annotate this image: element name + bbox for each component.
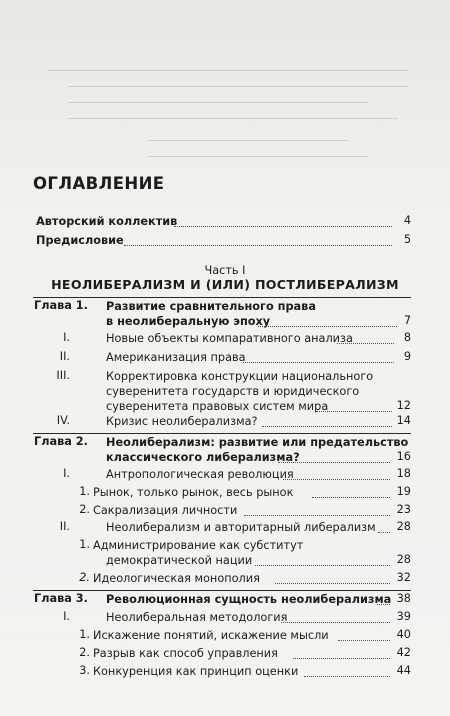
leader-dots (283, 479, 390, 480)
leader-dots (174, 226, 392, 227)
subsection-title: Конкуренция как принцип оценки (93, 665, 299, 678)
front-page-preface: 5 (403, 233, 411, 246)
leader-dots (278, 462, 390, 463)
subsection-title: Идеологическая монополия (93, 572, 260, 585)
leader-dots (258, 326, 397, 327)
chapter-page: 7 (403, 314, 411, 327)
section-page: 40 (396, 628, 411, 641)
leader-dots (281, 622, 390, 623)
subsection-title: Разрыв как способ управления (93, 647, 278, 660)
section-page: 9 (403, 350, 411, 363)
section-page: 28 (396, 553, 411, 566)
section-page: 8 (403, 331, 411, 344)
subsection-title: Сакрализация личности (93, 504, 238, 517)
subsection-number: 1. (79, 628, 90, 641)
section-title: Неолиберальная методология (106, 611, 288, 624)
section-number: I. (63, 610, 70, 623)
section-title-line: Корректировка конструкции национального (106, 370, 374, 383)
section-title-line: суверенитета государств и юридического (106, 385, 360, 398)
section-page: 39 (396, 610, 411, 623)
chapter-title-line: Революционная сущность неолиберализма (106, 593, 392, 606)
section-title: Американизация права (106, 351, 246, 364)
chapter-divider (33, 433, 411, 434)
section-title-line: суверенитета правовых систем мира (106, 400, 329, 413)
chapter-title-line: классического либерализма? (106, 451, 300, 464)
chapter-title-line: в неолиберальную эпоху (106, 315, 271, 328)
front-entry-authors: Авторский коллектив (36, 215, 178, 228)
leader-dots (275, 583, 390, 584)
leader-dots (243, 362, 394, 363)
chapter-divider (33, 590, 411, 591)
leader-dots (312, 497, 390, 498)
chapter-title-line: Неолиберализм: развитие или предательство (106, 436, 409, 449)
section-number: II. (59, 520, 70, 533)
bleed-through-decoration (28, 0, 432, 170)
chapter-label: Глава 3. (34, 592, 88, 605)
leader-dots (124, 245, 392, 246)
section-page: 14 (396, 414, 411, 427)
front-entry-preface: Предисловие (36, 234, 124, 247)
section-title: Кризис неолиберализма? (106, 415, 258, 428)
leader-dots (262, 426, 392, 427)
toc-title: ОГЛАВЛЕНИЕ (33, 174, 165, 193)
chapter-page: 16 (396, 450, 411, 463)
section-title: Неолиберализм и авторитарный либерализм (106, 521, 376, 534)
section-page: 12 (396, 399, 411, 412)
chapter-title-line: Развитие сравнительного права (106, 300, 316, 313)
section-page: 23 (396, 503, 411, 516)
section-title: Антропологическая революция (106, 468, 294, 481)
subsection-title-line: Администрирование как субститут (93, 539, 304, 552)
section-number: IV. (56, 414, 70, 427)
leader-dots (255, 565, 390, 566)
subsection-number: 2. (79, 571, 90, 584)
section-number: I. (63, 331, 70, 344)
front-page-authors: 4 (403, 214, 411, 227)
section-number: II. (59, 350, 70, 363)
subsection-title: Искажение понятий, искажение мысли (93, 629, 329, 642)
part-title: НЕОЛИБЕРАЛИЗМ И (ИЛИ) ПОСТЛИБЕРАЛИЗМ (51, 277, 399, 292)
chapter-divider (33, 297, 411, 298)
leader-dots (293, 658, 390, 659)
subsection-number: 1. (79, 538, 90, 551)
leader-dots (304, 676, 390, 677)
subsection-number: 2. (79, 646, 90, 659)
subsection-title: Рынок, только рынок, весь рынок (93, 486, 294, 499)
section-page: 42 (396, 646, 411, 659)
section-page: 18 (396, 467, 411, 480)
section-page: 32 (396, 571, 411, 584)
subsection-number: 1. (79, 485, 90, 498)
section-page: 19 (396, 485, 411, 498)
subsection-number: 3. (79, 664, 90, 677)
subsection-number: 2. (79, 503, 90, 516)
chapter-label: Глава 2. (34, 435, 88, 448)
section-title: Новые объекты компаративного анализа (106, 332, 353, 345)
chapter-label: Глава 1. (34, 299, 88, 312)
leader-dots (244, 515, 390, 516)
section-page: 44 (396, 664, 411, 677)
chapter-page: 38 (396, 592, 411, 605)
part-label: Часть I (204, 264, 246, 277)
section-number: III. (56, 369, 70, 382)
subsection-title-line: демократической нации (106, 554, 253, 567)
section-page: 28 (396, 520, 411, 533)
section-number: I. (63, 467, 70, 480)
